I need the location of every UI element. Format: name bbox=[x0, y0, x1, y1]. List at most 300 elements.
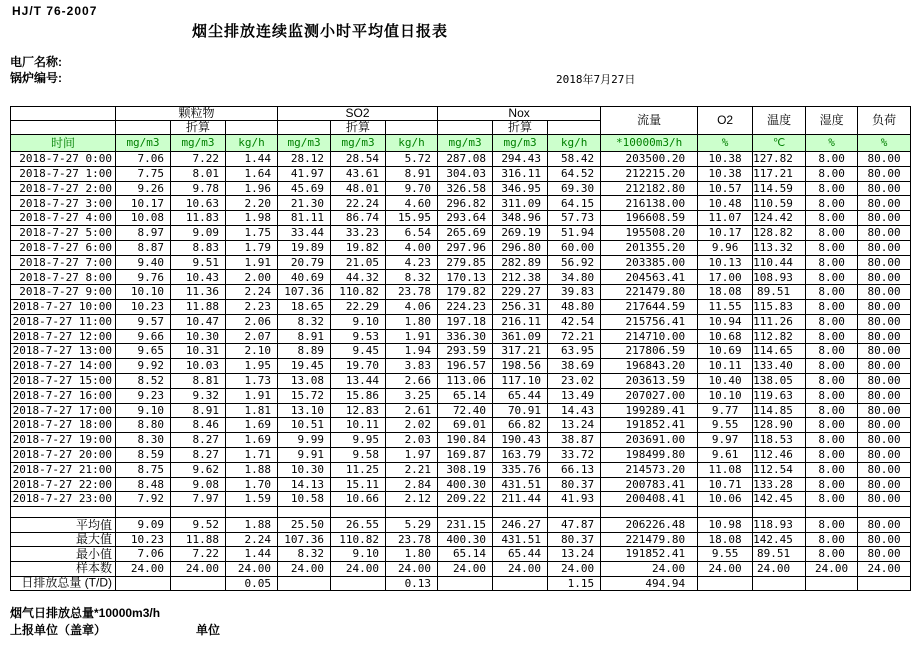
value-cell: 296.82 bbox=[438, 196, 493, 211]
value-cell: 191852.41 bbox=[601, 547, 698, 562]
value-cell: 20.79 bbox=[278, 255, 331, 270]
value-cell: 8.00 bbox=[806, 196, 858, 211]
value-cell: 113.32 bbox=[753, 240, 806, 255]
value-cell: 9.53 bbox=[331, 329, 386, 344]
value-cell: 65.44 bbox=[493, 547, 548, 562]
value-cell: 110.44 bbox=[753, 255, 806, 270]
value-cell: 80.00 bbox=[858, 152, 911, 167]
value-cell: 48.80 bbox=[548, 299, 601, 314]
monitoring-table bbox=[10, 106, 911, 591]
value-cell: 65.14 bbox=[438, 388, 493, 403]
value-cell: 10.23 bbox=[116, 532, 171, 547]
value-cell: 80.00 bbox=[858, 447, 911, 462]
value-cell: 1.73 bbox=[226, 373, 278, 388]
value-cell: 212182.80 bbox=[601, 181, 698, 196]
group-temp: 温度 bbox=[753, 107, 806, 135]
value-cell: 10.43 bbox=[171, 270, 226, 285]
value-cell: 2.23 bbox=[226, 299, 278, 314]
value-cell: 9.96 bbox=[698, 240, 753, 255]
value-cell bbox=[278, 507, 331, 518]
value-cell: 1.81 bbox=[226, 403, 278, 418]
value-cell: 33.72 bbox=[548, 447, 601, 462]
value-cell: 494.94 bbox=[601, 576, 698, 591]
value-cell: 2.07 bbox=[226, 329, 278, 344]
table-row bbox=[11, 403, 911, 418]
value-cell: 9.10 bbox=[331, 314, 386, 329]
summary-label-cell: 平均值 bbox=[11, 518, 116, 533]
value-cell: 8.00 bbox=[806, 418, 858, 433]
value-cell: 114.65 bbox=[753, 344, 806, 359]
time-cell: 2018-7-27 22:00 bbox=[11, 477, 116, 492]
group-o2: O2 bbox=[698, 107, 753, 135]
value-cell: 231.15 bbox=[438, 518, 493, 533]
value-cell: 279.85 bbox=[438, 255, 493, 270]
value-cell: 66.82 bbox=[493, 418, 548, 433]
value-cell: 294.43 bbox=[493, 152, 548, 167]
time-header: 时间 bbox=[11, 135, 116, 152]
value-cell: 13.10 bbox=[278, 403, 331, 418]
table-row bbox=[11, 225, 911, 240]
value-cell bbox=[698, 576, 753, 591]
value-cell: 13.24 bbox=[548, 418, 601, 433]
value-cell: 128.90 bbox=[753, 418, 806, 433]
table-row bbox=[11, 255, 911, 270]
value-cell: 8.27 bbox=[171, 433, 226, 448]
value-cell bbox=[278, 576, 331, 591]
value-cell: 80.00 bbox=[858, 418, 911, 433]
value-cell: 18.65 bbox=[278, 299, 331, 314]
value-cell: 10.06 bbox=[698, 492, 753, 507]
value-cell: 1.69 bbox=[226, 433, 278, 448]
value-cell: 8.59 bbox=[116, 447, 171, 462]
value-cell: 191852.41 bbox=[601, 418, 698, 433]
value-cell: 80.00 bbox=[858, 211, 911, 226]
value-cell: 80.00 bbox=[858, 373, 911, 388]
summary-label-cell: 日排放总量 (T/D) bbox=[11, 576, 116, 591]
value-cell: 203385.00 bbox=[601, 255, 698, 270]
value-cell: 23.02 bbox=[548, 373, 601, 388]
value-cell: 8.32 bbox=[278, 547, 331, 562]
value-cell: 10.38 bbox=[698, 166, 753, 181]
value-cell: 2.24 bbox=[226, 532, 278, 547]
value-cell: 115.83 bbox=[753, 299, 806, 314]
value-cell: 1.94 bbox=[386, 344, 438, 359]
value-cell: 297.96 bbox=[438, 240, 493, 255]
table-row bbox=[11, 447, 911, 462]
value-cell: 80.00 bbox=[858, 359, 911, 374]
blank-cell bbox=[116, 121, 171, 135]
table-row bbox=[11, 462, 911, 477]
value-cell: 195508.20 bbox=[601, 225, 698, 240]
unit-cell: % bbox=[806, 135, 858, 152]
value-cell: 38.69 bbox=[548, 359, 601, 374]
value-cell: 43.61 bbox=[331, 166, 386, 181]
value-cell: 24.00 bbox=[858, 561, 911, 576]
value-cell: 214573.20 bbox=[601, 462, 698, 477]
table-row bbox=[11, 299, 911, 314]
value-cell: 69.01 bbox=[438, 418, 493, 433]
value-cell: 28.12 bbox=[278, 152, 331, 167]
value-cell: 80.00 bbox=[858, 433, 911, 448]
value-cell: 133.28 bbox=[753, 477, 806, 492]
summary-label-cell: 最小值 bbox=[11, 547, 116, 562]
value-cell: 1.91 bbox=[226, 388, 278, 403]
value-cell: 5.72 bbox=[386, 152, 438, 167]
table-row bbox=[11, 196, 911, 211]
value-cell: 311.09 bbox=[493, 196, 548, 211]
value-cell: 2.84 bbox=[386, 477, 438, 492]
value-cell bbox=[698, 507, 753, 518]
time-cell: 2018-7-27 8:00 bbox=[11, 270, 116, 285]
value-cell: 9.76 bbox=[116, 270, 171, 285]
value-cell: 25.50 bbox=[278, 518, 331, 533]
value-cell: 211.44 bbox=[493, 492, 548, 507]
value-cell: 24.00 bbox=[753, 561, 806, 576]
table-row bbox=[11, 181, 911, 196]
table-row bbox=[11, 240, 911, 255]
value-cell: 114.85 bbox=[753, 403, 806, 418]
value-cell: 348.96 bbox=[493, 211, 548, 226]
pm-converted-label: 折算 bbox=[171, 121, 226, 135]
value-cell: 246.27 bbox=[493, 518, 548, 533]
table-row bbox=[11, 359, 911, 374]
value-cell: 8.00 bbox=[806, 388, 858, 403]
value-cell: 9.26 bbox=[116, 181, 171, 196]
value-cell: 42.54 bbox=[548, 314, 601, 329]
value-cell: 8.48 bbox=[116, 477, 171, 492]
value-cell: 3.83 bbox=[386, 359, 438, 374]
value-cell: 8.00 bbox=[806, 403, 858, 418]
value-cell bbox=[226, 507, 278, 518]
value-cell: 80.00 bbox=[858, 196, 911, 211]
time-cell: 2018-7-27 5:00 bbox=[11, 225, 116, 240]
value-cell: 10.57 bbox=[698, 181, 753, 196]
time-cell: 2018-7-27 21:00 bbox=[11, 462, 116, 477]
value-cell: 1.71 bbox=[226, 447, 278, 462]
value-cell: 8.00 bbox=[806, 447, 858, 462]
value-cell: 127.82 bbox=[753, 152, 806, 167]
value-cell: 9.77 bbox=[698, 403, 753, 418]
value-cell: 111.26 bbox=[753, 314, 806, 329]
value-cell: 110.82 bbox=[331, 285, 386, 300]
value-cell: 7.92 bbox=[116, 492, 171, 507]
plant-name-label: 电厂名称: bbox=[10, 55, 62, 69]
value-cell: 11.07 bbox=[698, 211, 753, 226]
value-cell: 10.68 bbox=[698, 329, 753, 344]
value-cell: 431.51 bbox=[493, 477, 548, 492]
value-cell: 217806.59 bbox=[601, 344, 698, 359]
value-cell: 3.25 bbox=[386, 388, 438, 403]
value-cell: 7.22 bbox=[171, 152, 226, 167]
value-cell bbox=[493, 576, 548, 591]
value-cell: 118.93 bbox=[753, 518, 806, 533]
value-cell: 22.29 bbox=[331, 299, 386, 314]
group-nox: Nox bbox=[438, 107, 601, 121]
value-cell: 80.00 bbox=[858, 299, 911, 314]
table-row bbox=[11, 314, 911, 329]
value-cell: 8.00 bbox=[806, 433, 858, 448]
value-cell: 1.98 bbox=[226, 211, 278, 226]
value-cell: 56.92 bbox=[548, 255, 601, 270]
value-cell: 293.64 bbox=[438, 211, 493, 226]
value-cell: 18.08 bbox=[698, 285, 753, 300]
value-cell: 199289.41 bbox=[601, 403, 698, 418]
value-cell: 2.61 bbox=[386, 403, 438, 418]
value-cell: 10.11 bbox=[698, 359, 753, 374]
value-cell: 80.00 bbox=[858, 492, 911, 507]
table-row bbox=[11, 492, 911, 507]
value-cell: 13.08 bbox=[278, 373, 331, 388]
value-cell: 8.00 bbox=[806, 152, 858, 167]
value-cell: 256.31 bbox=[493, 299, 548, 314]
value-cell: 80.00 bbox=[858, 166, 911, 181]
value-cell: 8.80 bbox=[116, 418, 171, 433]
value-cell: 1.96 bbox=[226, 181, 278, 196]
value-cell: 80.00 bbox=[858, 388, 911, 403]
time-cell: 2018-7-27 2:00 bbox=[11, 181, 116, 196]
value-cell: 80.00 bbox=[858, 477, 911, 492]
value-cell: 8.32 bbox=[278, 314, 331, 329]
value-cell: 190.84 bbox=[438, 433, 493, 448]
value-cell: 133.40 bbox=[753, 359, 806, 374]
value-cell: 9.92 bbox=[116, 359, 171, 374]
value-cell: 7.06 bbox=[116, 547, 171, 562]
value-cell: 80.00 bbox=[858, 462, 911, 477]
blank-cell bbox=[386, 121, 438, 135]
blank-cell bbox=[278, 121, 331, 135]
value-cell: 72.40 bbox=[438, 403, 493, 418]
value-cell: 8.27 bbox=[171, 447, 226, 462]
value-cell bbox=[171, 576, 226, 591]
value-cell: 39.83 bbox=[548, 285, 601, 300]
value-cell: 8.00 bbox=[806, 181, 858, 196]
value-cell: 8.00 bbox=[806, 285, 858, 300]
value-cell: 400.30 bbox=[438, 532, 493, 547]
value-cell: 1.88 bbox=[226, 462, 278, 477]
value-cell: 1.80 bbox=[386, 314, 438, 329]
value-cell: 1.80 bbox=[386, 547, 438, 562]
value-cell: 80.00 bbox=[858, 547, 911, 562]
unit-cell: mg/m3 bbox=[278, 135, 331, 152]
time-cell: 2018-7-27 19:00 bbox=[11, 433, 116, 448]
value-cell: 10.94 bbox=[698, 314, 753, 329]
value-cell: 4.60 bbox=[386, 196, 438, 211]
standard-code: HJ/T 76-2007 bbox=[12, 4, 98, 18]
value-cell: 200783.41 bbox=[601, 477, 698, 492]
value-cell: 8.87 bbox=[116, 240, 171, 255]
value-cell: 24.00 bbox=[438, 561, 493, 576]
value-cell: 24.00 bbox=[806, 561, 858, 576]
value-cell: 33.23 bbox=[331, 225, 386, 240]
value-cell: 72.21 bbox=[548, 329, 601, 344]
value-cell: 10.30 bbox=[278, 462, 331, 477]
value-cell: 14.43 bbox=[548, 403, 601, 418]
blank-cell bbox=[226, 121, 278, 135]
value-cell: 8.91 bbox=[278, 329, 331, 344]
value-cell: 8.00 bbox=[806, 344, 858, 359]
value-cell: 316.11 bbox=[493, 166, 548, 181]
value-cell bbox=[806, 576, 858, 591]
value-cell: 10.38 bbox=[698, 152, 753, 167]
value-cell bbox=[806, 507, 858, 518]
value-cell: 2.00 bbox=[226, 270, 278, 285]
value-cell bbox=[858, 507, 911, 518]
value-cell: 8.91 bbox=[171, 403, 226, 418]
value-cell bbox=[331, 576, 386, 591]
value-cell: 64.52 bbox=[548, 166, 601, 181]
value-cell: 7.22 bbox=[171, 547, 226, 562]
value-cell: 10.58 bbox=[278, 492, 331, 507]
value-cell: 113.06 bbox=[438, 373, 493, 388]
value-cell: 24.00 bbox=[601, 561, 698, 576]
value-cell: 163.79 bbox=[493, 447, 548, 462]
value-cell: 2.20 bbox=[226, 196, 278, 211]
value-cell: 80.00 bbox=[858, 329, 911, 344]
unit-cell: ℃ bbox=[753, 135, 806, 152]
value-cell: 216138.00 bbox=[601, 196, 698, 211]
value-cell: 9.65 bbox=[116, 344, 171, 359]
value-cell: 8.00 bbox=[806, 532, 858, 547]
value-cell: 80.00 bbox=[858, 314, 911, 329]
value-cell: 2.06 bbox=[226, 314, 278, 329]
unit-cell: kg/h bbox=[548, 135, 601, 152]
value-cell: 69.30 bbox=[548, 181, 601, 196]
value-cell: 9.61 bbox=[698, 447, 753, 462]
value-cell: 1.15 bbox=[548, 576, 601, 591]
value-cell: 9.08 bbox=[171, 477, 226, 492]
value-cell: 9.55 bbox=[698, 418, 753, 433]
value-cell: 8.32 bbox=[386, 270, 438, 285]
report-date: 2018年7月27日 bbox=[556, 73, 636, 86]
value-cell: 24.00 bbox=[548, 561, 601, 576]
value-cell: 196608.59 bbox=[601, 211, 698, 226]
value-cell: 128.82 bbox=[753, 225, 806, 240]
value-cell bbox=[116, 576, 171, 591]
value-cell: 15.72 bbox=[278, 388, 331, 403]
value-cell: 9.91 bbox=[278, 447, 331, 462]
value-cell: 10.03 bbox=[171, 359, 226, 374]
value-cell: 326.58 bbox=[438, 181, 493, 196]
time-cell: 2018-7-27 9:00 bbox=[11, 285, 116, 300]
time-cell: 2018-7-27 3:00 bbox=[11, 196, 116, 211]
value-cell: 41.97 bbox=[278, 166, 331, 181]
value-cell: 206226.48 bbox=[601, 518, 698, 533]
value-cell: 201355.20 bbox=[601, 240, 698, 255]
value-cell: 41.93 bbox=[548, 492, 601, 507]
value-cell: 11.08 bbox=[698, 462, 753, 477]
table-body bbox=[11, 152, 911, 591]
value-cell: 212215.20 bbox=[601, 166, 698, 181]
value-cell: 8.89 bbox=[278, 344, 331, 359]
value-cell: 112.54 bbox=[753, 462, 806, 477]
time-cell: 2018-7-27 15:00 bbox=[11, 373, 116, 388]
value-cell: 229.27 bbox=[493, 285, 548, 300]
average-row bbox=[11, 518, 911, 533]
value-cell: 24.00 bbox=[226, 561, 278, 576]
value-cell: 10.08 bbox=[116, 211, 171, 226]
value-cell: 8.01 bbox=[171, 166, 226, 181]
value-cell: 11.83 bbox=[171, 211, 226, 226]
value-cell: 0.13 bbox=[386, 576, 438, 591]
unit-cell: mg/m3 bbox=[493, 135, 548, 152]
value-cell: 204563.41 bbox=[601, 270, 698, 285]
value-cell: 8.83 bbox=[171, 240, 226, 255]
value-cell: 400.30 bbox=[438, 477, 493, 492]
value-cell: 19.82 bbox=[331, 240, 386, 255]
value-cell: 13.44 bbox=[331, 373, 386, 388]
value-cell: 21.05 bbox=[331, 255, 386, 270]
value-cell: 217644.59 bbox=[601, 299, 698, 314]
value-cell: 9.99 bbox=[278, 433, 331, 448]
value-cell: 8.00 bbox=[806, 255, 858, 270]
value-cell bbox=[438, 576, 493, 591]
value-cell: 80.00 bbox=[858, 532, 911, 547]
value-cell: 304.03 bbox=[438, 166, 493, 181]
value-cell: 10.69 bbox=[698, 344, 753, 359]
min-row bbox=[11, 547, 911, 562]
value-cell: 9.10 bbox=[331, 547, 386, 562]
value-cell: 57.73 bbox=[548, 211, 601, 226]
value-cell: 9.55 bbox=[698, 547, 753, 562]
nox-converted-label: 折算 bbox=[493, 121, 548, 135]
value-cell: 22.24 bbox=[331, 196, 386, 211]
sample-count-row bbox=[11, 561, 911, 576]
value-cell: 10.63 bbox=[171, 196, 226, 211]
value-cell: 221479.80 bbox=[601, 285, 698, 300]
value-cell: 66.13 bbox=[548, 462, 601, 477]
value-cell: 33.44 bbox=[278, 225, 331, 240]
value-cell: 2.10 bbox=[226, 344, 278, 359]
value-cell: 8.00 bbox=[806, 211, 858, 226]
value-cell: 214710.00 bbox=[601, 329, 698, 344]
value-cell: 8.46 bbox=[171, 418, 226, 433]
unit-cell: mg/m3 bbox=[438, 135, 493, 152]
value-cell: 24.00 bbox=[171, 561, 226, 576]
value-cell: 118.53 bbox=[753, 433, 806, 448]
table-row bbox=[11, 152, 911, 167]
value-cell: 70.91 bbox=[493, 403, 548, 418]
spacer-row bbox=[11, 507, 911, 518]
value-cell: 8.00 bbox=[806, 462, 858, 477]
value-cell bbox=[548, 507, 601, 518]
value-cell: 8.00 bbox=[806, 359, 858, 374]
value-cell: 9.58 bbox=[331, 447, 386, 462]
value-cell: 198.56 bbox=[493, 359, 548, 374]
value-cell: 335.76 bbox=[493, 462, 548, 477]
so2-converted-label: 折算 bbox=[331, 121, 386, 135]
value-cell bbox=[331, 507, 386, 518]
value-cell: 8.00 bbox=[806, 477, 858, 492]
value-cell: 89.51 bbox=[753, 547, 806, 562]
unit-cell: kg/h bbox=[226, 135, 278, 152]
value-cell: 209.22 bbox=[438, 492, 493, 507]
value-cell: 269.19 bbox=[493, 225, 548, 240]
value-cell: 1.95 bbox=[226, 359, 278, 374]
value-cell: 13.49 bbox=[548, 388, 601, 403]
value-cell: 10.10 bbox=[116, 285, 171, 300]
value-cell: 112.46 bbox=[753, 447, 806, 462]
value-cell: 23.78 bbox=[386, 285, 438, 300]
value-cell: 17.00 bbox=[698, 270, 753, 285]
value-cell: 317.21 bbox=[493, 344, 548, 359]
table-row bbox=[11, 388, 911, 403]
table-row bbox=[11, 211, 911, 226]
time-cell: 2018-7-27 23:00 bbox=[11, 492, 116, 507]
value-cell: 2.66 bbox=[386, 373, 438, 388]
value-cell: 179.82 bbox=[438, 285, 493, 300]
value-cell: 1.75 bbox=[226, 225, 278, 240]
value-cell: 11.88 bbox=[171, 299, 226, 314]
